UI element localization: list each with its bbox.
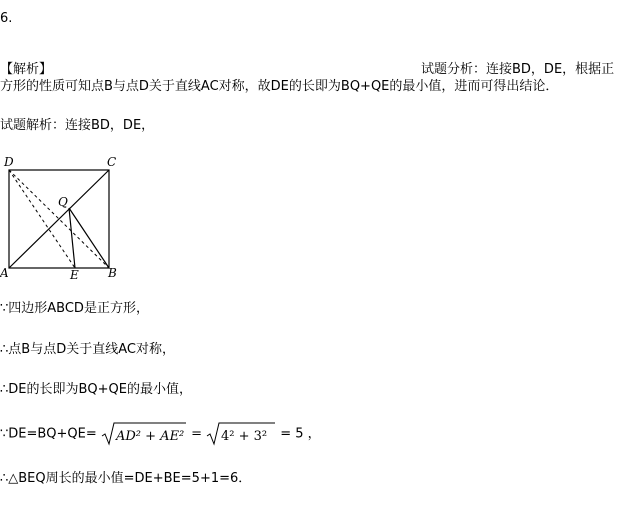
geometry-figure xyxy=(0,150,130,280)
solution-step-4 xyxy=(0,421,321,451)
analysis-header xyxy=(0,61,630,79)
analysis-summary-line1: 试题分析：连接BD，DE，根据正 xyxy=(421,62,615,77)
radical-1 xyxy=(101,421,187,447)
solution-heading: 试题解析：连接BD，DE， xyxy=(0,118,155,133)
step4-equals: = xyxy=(191,426,202,442)
solution-step-2: ∴点B与点D关于直线AC对称， xyxy=(0,342,175,357)
solution-step-1: ∵四边形ABCD是正方形， xyxy=(0,301,149,316)
radical-1-body: AD² + AE² xyxy=(115,429,185,444)
step4-result: = 5 ， xyxy=(280,426,321,442)
segment-qb xyxy=(69,208,109,268)
label-b: B xyxy=(108,266,117,280)
analysis-tag: 【解析】 xyxy=(0,62,53,77)
segment-qe xyxy=(69,208,75,268)
analysis-summary-line2: 方形的性质可知点B与点D关于直线AC对称，故DE的长即为BQ+QE的最小值，进而可得出结论． xyxy=(0,79,559,94)
step4-prefix: ∵DE=BQ+QE= xyxy=(0,426,97,442)
answer-text: 6. xyxy=(0,11,13,26)
solution-step-5: ∴△BEQ周长的最小值=DE+BE=5+1=6． xyxy=(0,471,252,486)
radical-2-body: 4² + 3² xyxy=(221,429,268,444)
dashed-de xyxy=(9,170,75,268)
label-d: D xyxy=(4,155,14,169)
label-a: A xyxy=(0,266,9,280)
radical-2 xyxy=(206,421,276,447)
label-e: E xyxy=(70,268,79,280)
label-c: C xyxy=(107,155,117,169)
solution-step-3: ∴DE的长即为BQ+QE的最小值， xyxy=(0,382,192,397)
label-q: Q xyxy=(58,195,68,209)
